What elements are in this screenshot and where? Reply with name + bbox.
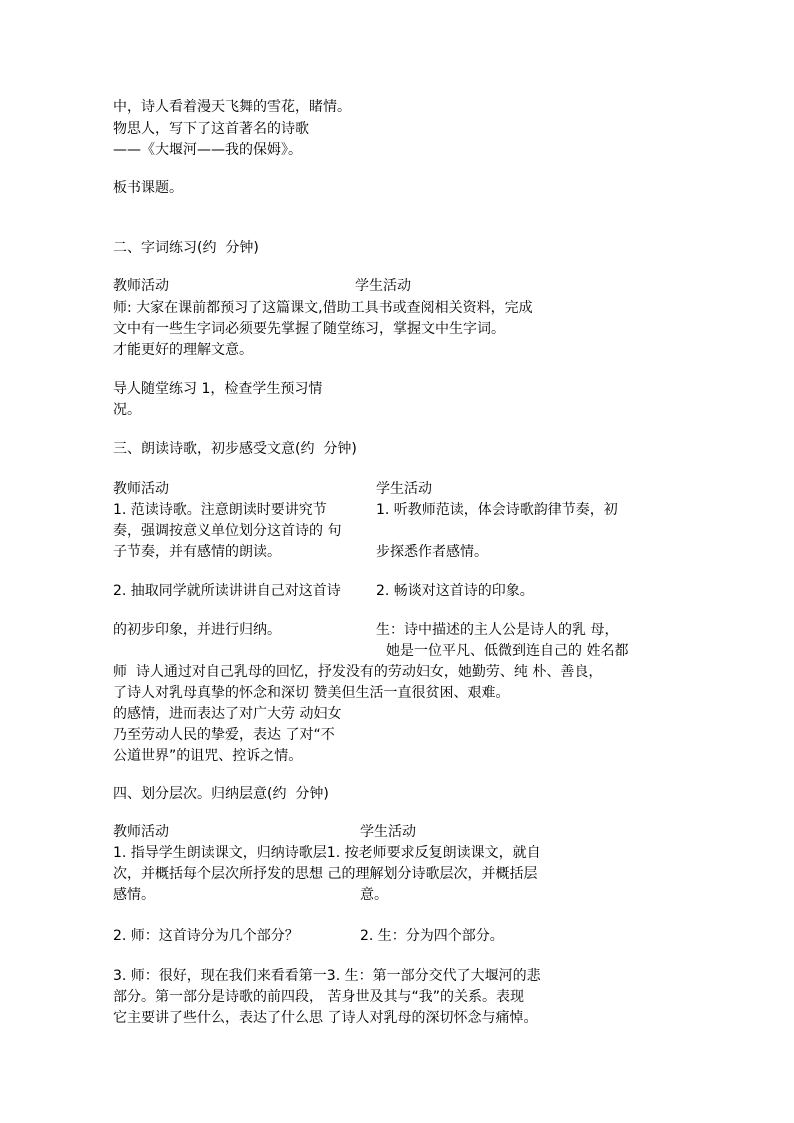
section-3-student-label: 学生活动 bbox=[376, 481, 432, 497]
section-3-teacher-1b: 奏，强调按意义单位划分这首诗的 句 bbox=[113, 523, 342, 539]
intro-line-1: 中，诗人看着漫天飞舞的雪花，睹情。 bbox=[113, 99, 351, 115]
section-2-teacher-label: 教师活动 bbox=[113, 278, 169, 294]
section-4-row-2: 次，并概括每个层次所抒发的思想 己的理解划分诗歌层次，并概括层 bbox=[113, 866, 538, 882]
section-2-student-label: 学生活动 bbox=[355, 278, 411, 294]
section-3-teacher-2b: 的初步印象，并进行归纳。 bbox=[113, 622, 281, 638]
section-4-row-6: 它主要讲了些什么，表达了什么思 了诗人对乳母的深切怀念与痛悼。 bbox=[113, 1010, 538, 1026]
section-4-row-1: 1. 指导学生朗读课文，归纳诗歌层1. 按老师要求反复朗读课文，就自 bbox=[113, 845, 541, 861]
board-title-note: 板书课题。 bbox=[113, 180, 183, 196]
section-3-mixed-2: 了诗人对乳母真挚的怀念和深切 赞美但生活一直很贫困、艰难。 bbox=[113, 685, 510, 701]
section-4-row-5: 部分。第一部分是诗歌的前四段， 苦身世及其与“我”的关系。表现 bbox=[113, 989, 524, 1005]
section-2-heading: 二、字词练习(约 分钟) bbox=[113, 240, 259, 256]
section-4-row-3b: 意。 bbox=[360, 887, 388, 903]
section-2-line-3: 才能更好的理解文意。 bbox=[113, 342, 253, 358]
section-3-teacher-label: 教师活动 bbox=[113, 481, 169, 497]
section-3-mixed-4: 乃至劳动人民的挚爱，表达 了对“不 bbox=[113, 727, 335, 743]
section-4-student-2: 2. 生：分为四个部分。 bbox=[360, 928, 504, 944]
section-4-teacher-2: 2. 师：这首诗分为几个部分？ bbox=[113, 928, 299, 944]
section-2-line-5: 况。 bbox=[113, 402, 141, 418]
section-3-student-2c: 她是一位平凡、低微到连自己的 姓名都 bbox=[386, 643, 629, 659]
section-3-student-2a: 2. 畅谈对这首诗的印象。 bbox=[376, 583, 534, 599]
section-3-mixed-5: 公道世界”的诅咒、控诉之情。 bbox=[113, 748, 303, 764]
section-3-student-1a: 1. 听教师范读，体会诗歌韵律节奏，初 bbox=[376, 502, 618, 518]
section-4-teacher-label: 教师活动 bbox=[113, 824, 169, 840]
section-3-student-1c: 步探悉作者感情。 bbox=[376, 544, 488, 560]
section-3-teacher-2a: 2. 抽取同学就所读讲讲自己对这首诗 bbox=[113, 583, 341, 599]
intro-line-2: 物思人，写下了这首著名的诗歌 bbox=[113, 121, 309, 137]
section-4-row-4: 3. 师：很好，现在我们来看看第一3. 生：第一部分交代了大堰河的悲 bbox=[113, 968, 541, 984]
section-2-line-4: 导人随堂练习 1，检查学生预习情 bbox=[113, 381, 323, 397]
section-3-teacher-1a: 1. 范读诗歌。注意朗读时要讲究节 bbox=[113, 502, 327, 518]
section-2-line-2: 文中有一些生字词必须要先掌握了随堂练习，掌握文中生字词。 bbox=[113, 321, 505, 337]
section-3-heading: 三、朗读诗歌，初步感受文意(约 分钟) bbox=[113, 441, 357, 457]
section-4-heading: 四、划分层次。归纳层意(约 分钟) bbox=[113, 786, 329, 802]
section-3-teacher-1c: 子节奏，并有感情的朗读。 bbox=[113, 544, 281, 560]
section-2-line-1: 师: 大家在课前都预习了这篇课文,借助工具书或查阅相关资料，完成 bbox=[113, 300, 533, 316]
section-4-row-3a: 感情。 bbox=[113, 887, 155, 903]
section-3-mixed-3: 的感情，进而表达了对广大劳 动妇女 bbox=[113, 706, 342, 722]
section-4-student-label: 学生活动 bbox=[360, 824, 416, 840]
section-3-student-2b: 生：诗中描述的主人公是诗人的乳 母， bbox=[376, 622, 619, 638]
intro-line-3: ——《大堰河——我的保姆》。 bbox=[113, 142, 302, 158]
section-3-mixed-1: 师 诗人通过对自己乳母的回忆，抒发没有的劳动妇女，她勤劳、纯 朴、善良， bbox=[113, 664, 603, 680]
